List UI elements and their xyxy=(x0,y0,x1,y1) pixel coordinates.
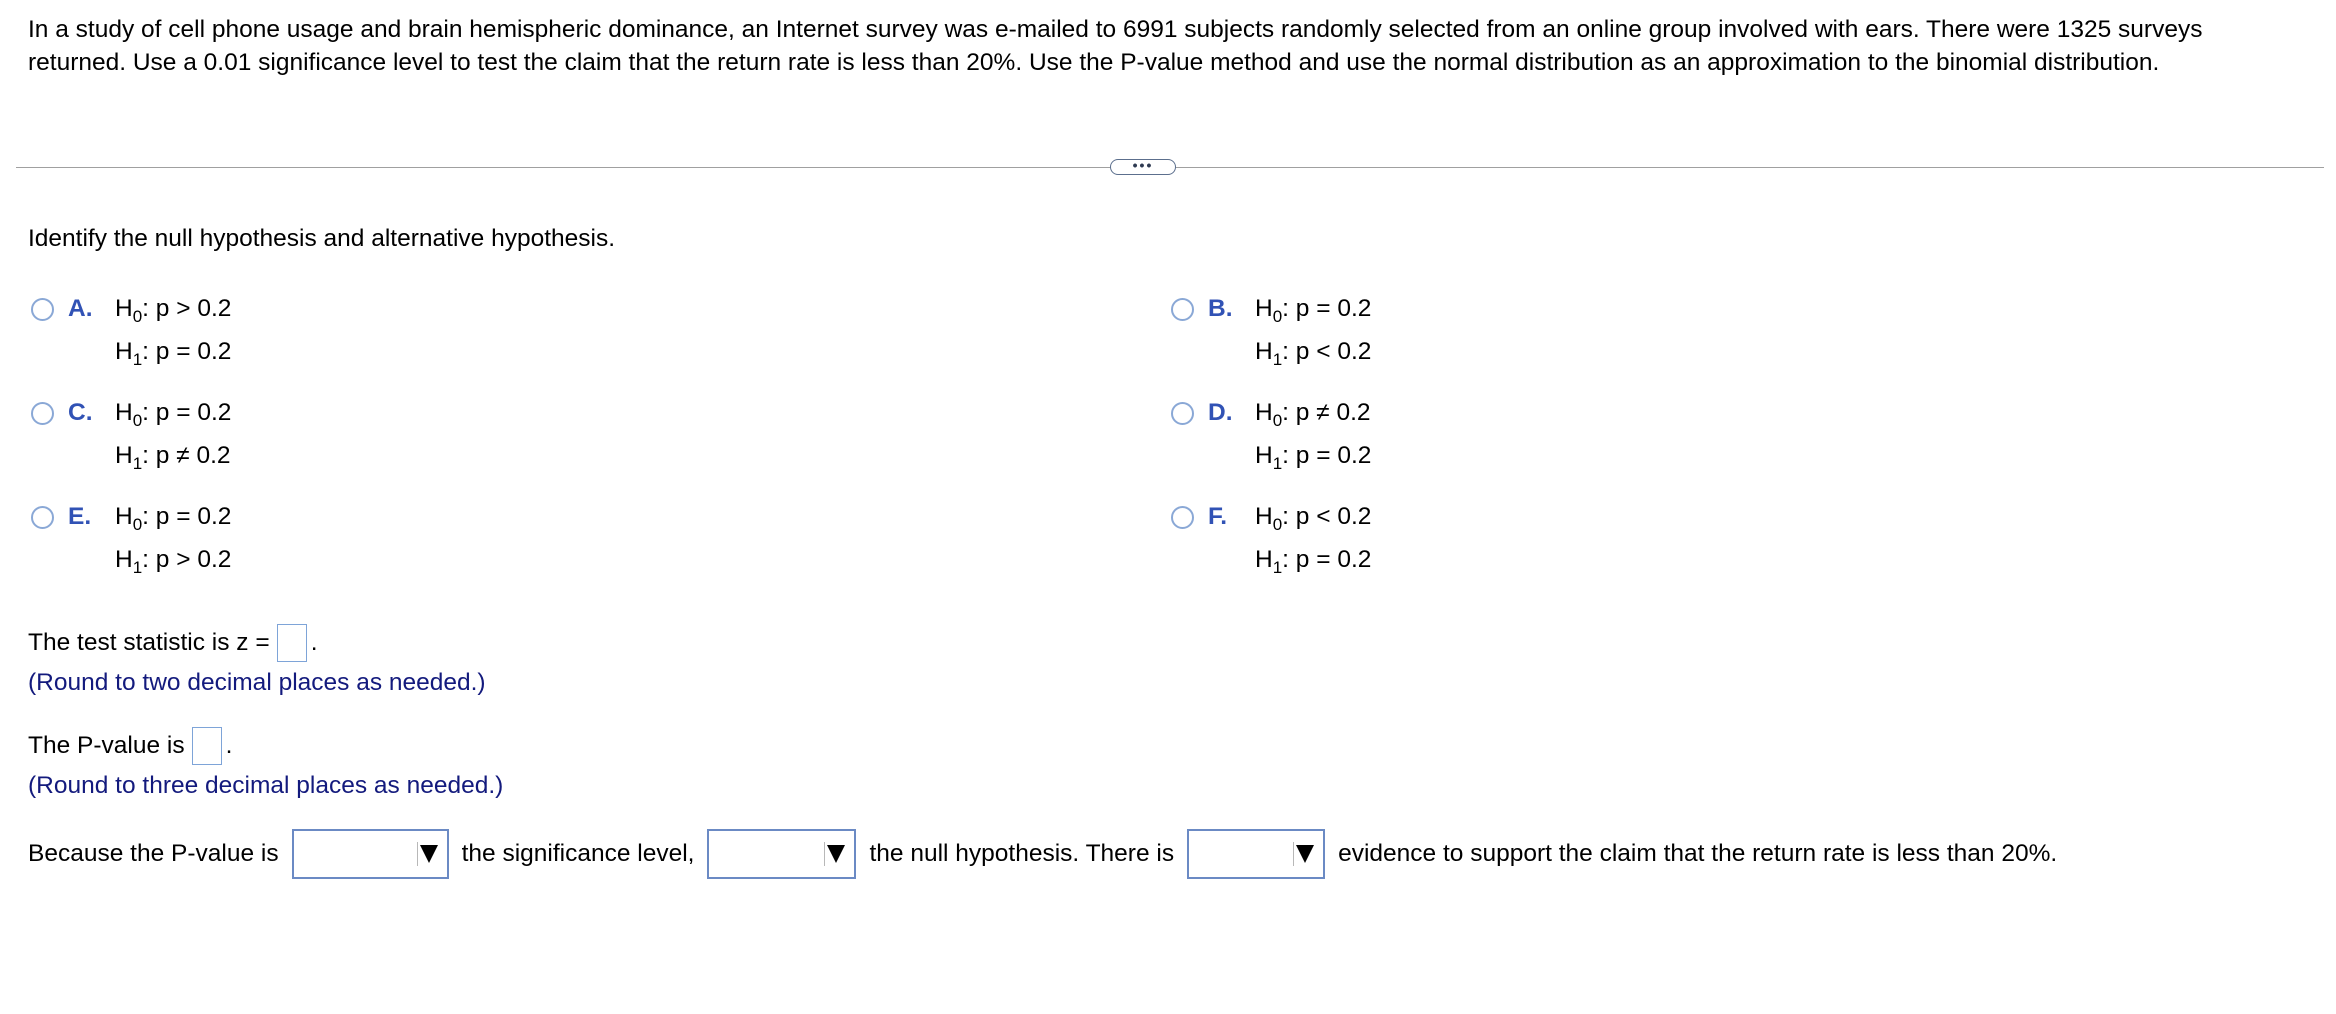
decision-dropdown[interactable] xyxy=(707,829,856,879)
test-statistic-row xyxy=(28,624,318,662)
p-value-period: . xyxy=(225,732,233,759)
alternative-hypothesis: $H_1$: p = 0.2 xyxy=(1255,546,1372,577)
alternative-hypothesis: $H_1$: p ≠ 0.2 xyxy=(115,442,231,473)
option-b[interactable] xyxy=(1171,293,1371,368)
alternative-hypothesis: $H_1$: p = 0.2 xyxy=(115,338,232,369)
dropdown-arrow-icon xyxy=(417,842,440,866)
option-letter: F. xyxy=(1208,503,1228,530)
option-letter: E. xyxy=(68,503,92,530)
option-letter: A. xyxy=(68,295,93,322)
radio-button-icon[interactable] xyxy=(1171,402,1194,425)
question-prompt: Identify the null hypothesis and alternative hypothesis. xyxy=(28,225,616,252)
p-value-label: The P-value is xyxy=(28,732,185,759)
radio-button-icon[interactable] xyxy=(31,506,54,529)
conclusion-text-1: Because the P-value is xyxy=(28,840,279,867)
option-c[interactable] xyxy=(31,397,231,472)
dropdown-arrow-icon xyxy=(824,842,847,866)
p-value-row xyxy=(28,727,232,765)
option-d[interactable] xyxy=(1171,397,1371,472)
dropdown-arrow-icon xyxy=(1293,842,1316,866)
conclusion-text-3: the null hypothesis. There is xyxy=(869,840,1175,867)
null-hypothesis: $H_0$: p = 0.2 xyxy=(115,503,232,534)
option-e[interactable] xyxy=(31,501,231,576)
option-a[interactable] xyxy=(31,293,231,368)
radio-button-icon[interactable] xyxy=(31,298,54,321)
test-statistic-hint: (Round to two decimal places as needed.) xyxy=(28,669,486,696)
null-hypothesis: $H_0$: p < 0.2 xyxy=(1255,503,1372,534)
option-f[interactable] xyxy=(1171,501,1371,576)
conclusion-text-4: evidence to support the claim that the return rate is less than 20%. xyxy=(1338,840,2058,867)
option-letter: C. xyxy=(68,399,93,426)
evidence-dropdown[interactable] xyxy=(1187,829,1325,879)
problem-statement: In a study of cell phone usage and brain hemispheric dominance, an Internet survey was e-mailed to 6991 subjects randomly selected from an online group involved with ears. There were 1325 surveys returned. Use a 0.01 significance level to test the claim that the return rate is less than 20%. Use the P-value method and use the normal distribution as an approximation to the binomial distribution. xyxy=(28,16,2203,76)
radio-button-icon[interactable] xyxy=(1171,506,1194,529)
comparison-dropdown[interactable] xyxy=(292,829,449,879)
conclusion-text-2: the significance level, xyxy=(461,840,695,867)
p-value-input[interactable] xyxy=(192,727,222,765)
option-letter: B. xyxy=(1208,295,1233,322)
ellipsis-icon: ••• xyxy=(1132,156,1154,173)
null-hypothesis: $H_0$: p = 0.2 xyxy=(1255,295,1372,326)
alternative-hypothesis: $H_1$: p < 0.2 xyxy=(1255,338,1372,369)
alternative-hypothesis: $H_1$: p = 0.2 xyxy=(1255,442,1372,473)
radio-button-icon[interactable] xyxy=(31,402,54,425)
null-hypothesis: $H_0$: p = 0.2 xyxy=(115,399,232,430)
option-letter: D. xyxy=(1208,399,1233,426)
test-statistic-input[interactable] xyxy=(277,624,307,662)
alternative-hypothesis: $H_1$: p > 0.2 xyxy=(115,546,232,577)
test-statistic-period: . xyxy=(310,629,318,656)
null-hypothesis: $H_0$: p ≠ 0.2 xyxy=(1255,399,1371,430)
test-statistic-label: The test statistic is z = xyxy=(28,629,270,656)
p-value-hint: (Round to three decimal places as needed.) xyxy=(28,772,504,799)
null-hypothesis: $H_0$: p > 0.2 xyxy=(115,295,232,326)
expand-more-button[interactable] xyxy=(1110,156,1176,175)
radio-button-icon[interactable] xyxy=(1171,298,1194,321)
conclusion-row xyxy=(28,829,2057,879)
